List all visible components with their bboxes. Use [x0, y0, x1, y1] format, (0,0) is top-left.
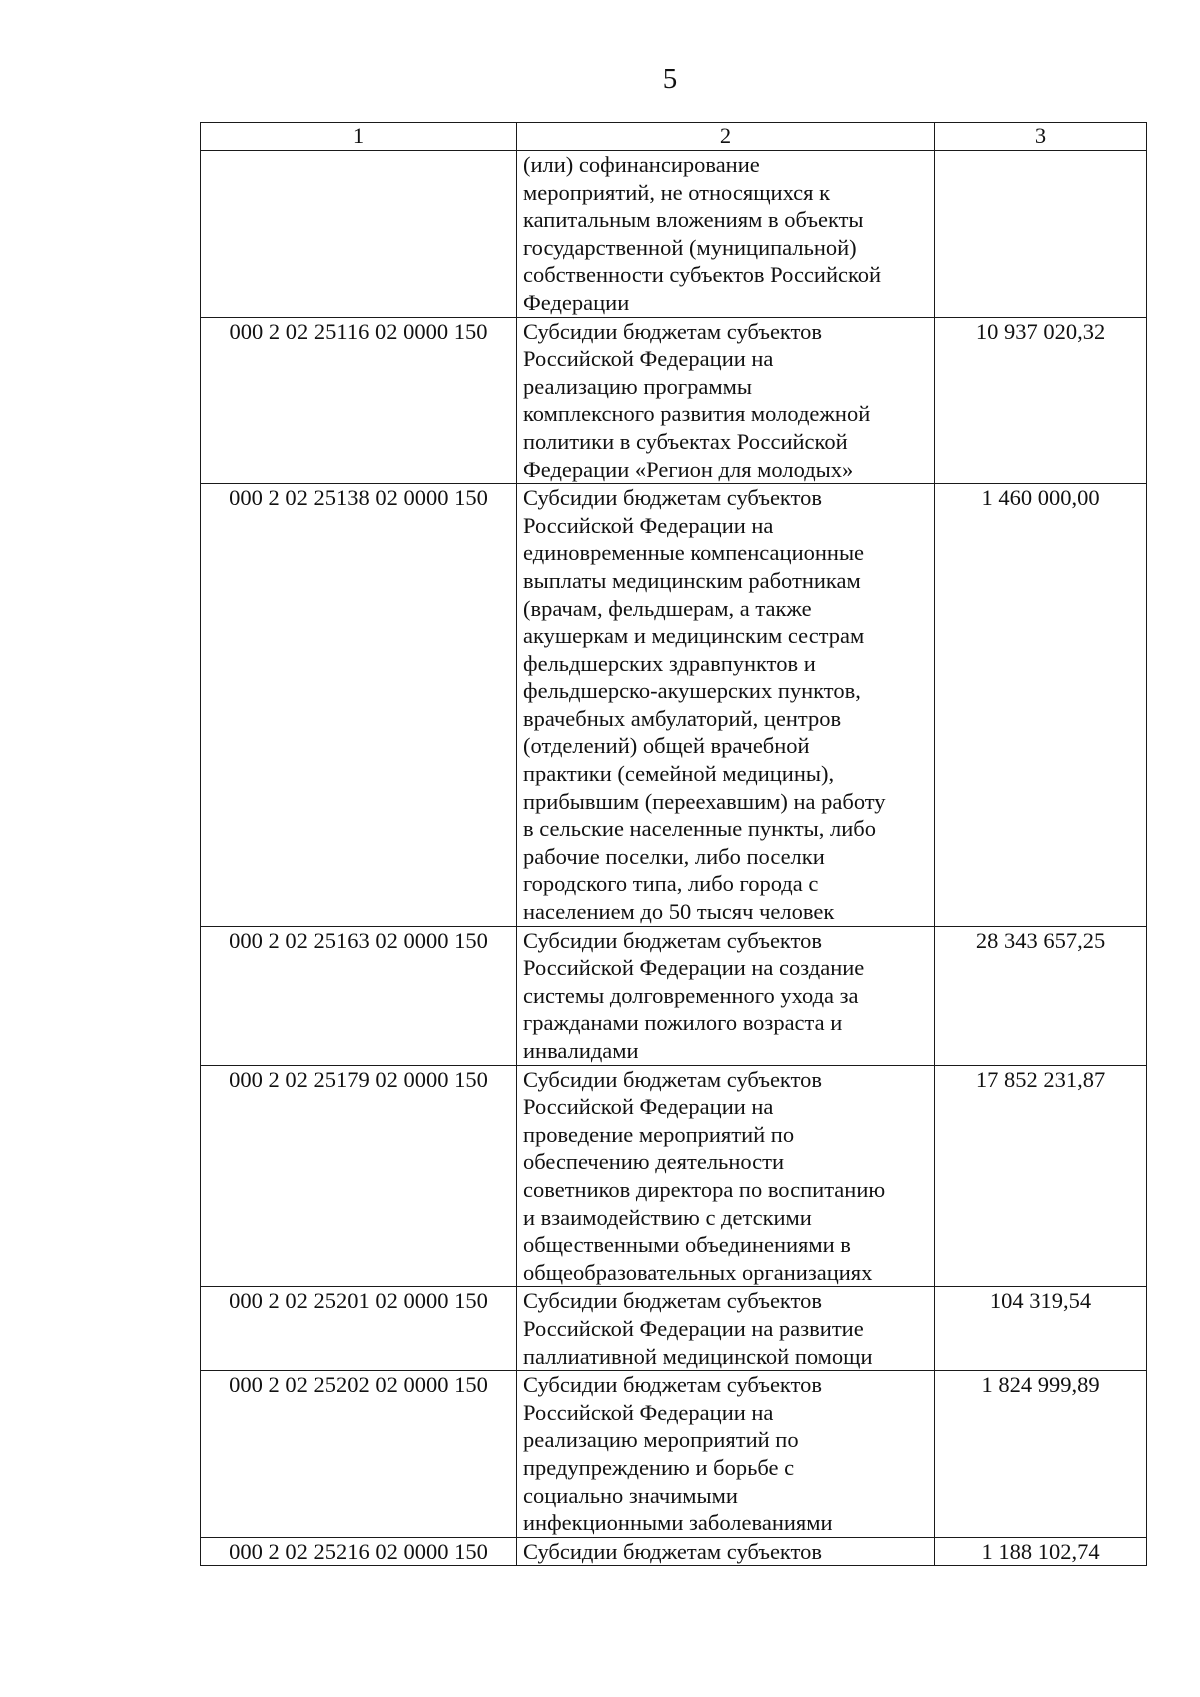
amount-cell: 10 937 020,32: [935, 317, 1147, 484]
table-row: [201, 484, 1147, 927]
description-line: предупреждению и борьбе с: [523, 1454, 795, 1480]
description-line: практики (семейной медицины),: [523, 761, 835, 787]
table-row: [201, 1371, 1147, 1538]
description-line: единовременные компенсационные: [523, 540, 865, 566]
description-line: городского типа, либо города с: [523, 871, 819, 897]
description-line: (отделений) общей врачебной: [523, 733, 810, 759]
description-line: реализацию программы: [523, 373, 752, 399]
description-line: Российской Федерации на создание: [523, 955, 865, 981]
budget-code-cell: [201, 151, 517, 318]
description-line: мероприятий, не относящихся к: [523, 179, 831, 205]
description-line: в сельские населенные пункты, либо: [523, 816, 876, 842]
budget-code-cell: 000 2 02 25163 02 0000 150: [201, 926, 517, 1065]
description-line: обеспечению деятельности: [523, 1149, 785, 1175]
description-line: политики в субъектах Российской: [523, 428, 848, 454]
budget-code-cell: 000 2 02 25116 02 0000 150: [201, 317, 517, 484]
description-line: и взаимодействию с детскими: [523, 1204, 812, 1230]
description-line: Субсидии бюджетам субъектов: [523, 927, 822, 953]
table-row: [201, 926, 1147, 1065]
description-line: (или) софинансирование: [523, 152, 760, 177]
description-line: общеобразовательных организациях: [523, 1259, 873, 1285]
description-line: Российской Федерации на развитие: [523, 1315, 864, 1341]
description-line: капитальным вложениям в объекты: [523, 207, 864, 233]
description-line: Российской Федерации на: [523, 1399, 774, 1425]
description-line: Федерации «Регион для молодых»: [523, 456, 854, 482]
description-line: фельдшерско-акушерских пунктов,: [523, 678, 861, 704]
description-cell: [517, 1287, 935, 1371]
column-header-3: 3: [935, 123, 1147, 151]
description-line: Федерации: [523, 289, 630, 315]
table-row: [201, 1287, 1147, 1371]
description-cell: [517, 1537, 935, 1566]
description-cell: [517, 484, 935, 927]
page-number: 5: [662, 63, 678, 95]
description-line: выплаты медицинским работникам: [523, 567, 861, 593]
description-cell: [517, 1065, 935, 1287]
table-row: [201, 317, 1147, 484]
description-line: гражданами пожилого возраста и: [523, 1010, 843, 1036]
description-line: проведение мероприятий по: [523, 1121, 795, 1147]
description-line: общественными объединениями в: [523, 1232, 851, 1258]
amount-cell: 104 319,54: [935, 1287, 1147, 1371]
description-cell: [517, 317, 935, 484]
budget-code-cell: 000 2 02 25138 02 0000 150: [201, 484, 517, 927]
description-line: инфекционными заболеваниями: [523, 1510, 833, 1536]
budget-code-cell: 000 2 02 25201 02 0000 150: [201, 1287, 517, 1371]
description-line: фельдшерских здравпунктов и: [523, 650, 816, 676]
table-body: [201, 151, 1147, 1566]
description-line: Субсидии бюджетам субъектов: [523, 485, 822, 511]
budget-revenue-table: [200, 122, 1147, 1566]
description-line: инвалидами: [523, 1038, 639, 1063]
description-line: Субсидии бюджетам субъектов: [523, 318, 822, 344]
description-line: Субсидии бюджетам субъектов: [523, 1538, 822, 1564]
description-line: рабочие поселки, либо поселки: [523, 843, 825, 869]
amount-cell: 1 460 000,00: [935, 484, 1147, 927]
description-line: прибывшим (переехавшим) на работу: [523, 788, 886, 814]
description-line: акушеркам и медицинским сестрам: [523, 623, 865, 649]
description-line: государственной (муниципальной): [523, 234, 857, 260]
table-row: [201, 1537, 1147, 1566]
budget-code-cell: 000 2 02 25179 02 0000 150: [201, 1065, 517, 1287]
amount-cell: 1 824 999,89: [935, 1371, 1147, 1538]
description-line: (врачам, фельдшерам, а также: [523, 595, 812, 621]
description-line: Российской Федерации на: [523, 512, 774, 538]
description-cell: [517, 926, 935, 1065]
table-row: [201, 151, 1147, 318]
amount-cell: 17 852 231,87: [935, 1065, 1147, 1287]
amount-cell: [935, 151, 1147, 318]
description-line: советников директора по воспитанию: [523, 1176, 886, 1202]
description-line: комплексного развития молодежной: [523, 401, 871, 427]
description-line: врачебных амбулаторий, центров: [523, 705, 842, 731]
description-line: Субсидии бюджетам субъектов: [523, 1066, 822, 1092]
description-cell: [517, 151, 935, 318]
amount-cell: 28 343 657,25: [935, 926, 1147, 1065]
column-header-1: 1: [201, 123, 517, 151]
description-line: собственности субъектов Российской: [523, 262, 882, 288]
description-line: населением до 50 тысяч человек: [523, 899, 835, 925]
table-header-row: [201, 123, 1147, 151]
description-line: Субсидии бюджетам субъектов: [523, 1372, 822, 1398]
budget-code-cell: 000 2 02 25216 02 0000 150: [201, 1537, 517, 1566]
budget-code-cell: 000 2 02 25202 02 0000 150: [201, 1371, 517, 1538]
description-line: Российской Федерации на: [523, 1094, 774, 1120]
description-line: системы долговременного ухода за: [523, 982, 859, 1008]
description-line: социально значимыми: [523, 1482, 738, 1508]
table-row: [201, 1065, 1147, 1287]
amount-cell: 1 188 102,74: [935, 1537, 1147, 1566]
column-header-2: 2: [517, 123, 935, 151]
description-line: реализацию мероприятий по: [523, 1427, 799, 1453]
description-line: Российской Федерации на: [523, 346, 774, 372]
description-cell: [517, 1371, 935, 1538]
description-line: Субсидии бюджетам субъектов: [523, 1288, 822, 1314]
description-line: паллиативной медицинской помощи: [523, 1343, 873, 1369]
